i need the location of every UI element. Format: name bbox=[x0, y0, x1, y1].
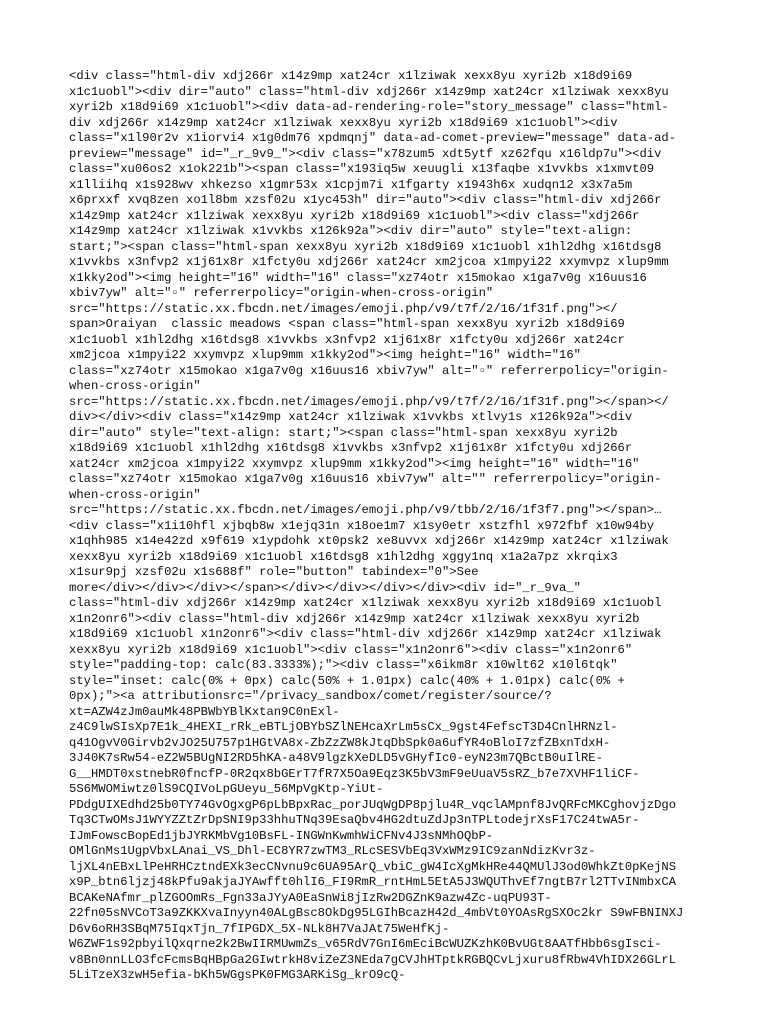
code-line: x1sur9pj xzsf02u x1s688f" role="button" tabindex="0">See bbox=[69, 565, 479, 579]
code-line: class="x1l90r2v x1iorvi4 x1g0dm76 xpdmqnj" data-ad-comet-preview="message" data-ad- bbox=[69, 131, 677, 145]
code-line: style="padding-top: calc(83.3333%);"><div class="x6ikm8r x10wlt62 x10l6tqk" bbox=[69, 658, 618, 672]
code-line: IJmFowscBopEd1jbJYRKMbVg10BsFL-INGWnKwmhWiCFNv4J3sNMhOQbP- bbox=[69, 828, 494, 843]
code-line: class="xu06os2 x1ok221b"><span class="x193iq5w xeuugli x13faqbe x1vvkbs x1xmvt09 bbox=[69, 162, 655, 176]
code-line: src="https://static.xx.fbcdn.net/images/emoji.php/v9/t7f/2/16/1f31f.png"></span></ bbox=[69, 394, 669, 409]
code-line: G__HMDT0xstnebR0fncfP-0R2qx8bGErT7fR7X5Oa9Eqz3K5bV3mF9eUuaV5sRZ_b7e7XVHF1liCF- bbox=[69, 766, 640, 781]
code-line: <div class="html-div xdj266r x14z9mp xat24cr x1lziwak xexx8yu xyri2b x18d9i69 bbox=[69, 69, 633, 83]
code-line: more</div></div></div></span></div></div></div></div><div id="_r_9va_" bbox=[69, 580, 581, 595]
code-line: D6v6oRH3SBqM75IqxTjn_7fIPGDX_5X-NLk8H7VaJAt75WeHfKj- bbox=[69, 921, 450, 936]
code-line: x1c1uobl"><div dir="auto" class="html-div xdj266r x14z9mp xat24cr x1lziwak xexx8yu bbox=[69, 84, 669, 99]
code-line: x1c1uobl x1hl2dhg x16tdsg8 x1vvkbs x3nfvp2 x1j61x8r x1fcty0u xdj266r xat24cr bbox=[69, 332, 625, 347]
code-line: z4C9lwSIsXp7E1k_4HEXI_rRk_eBTLjOBYbSZlNEHcaXrLm5sCx_9gst4FefscT3D4CnlHRNzl- bbox=[69, 720, 618, 734]
code-line: OMlGnMs1UgpVbxLAnai_VS_Dhl-EC8YR7zwTM3_RLcSESVbEq3VxWMz9IC9zanNdizKvr3z- bbox=[69, 844, 596, 858]
code-line: 0px);"><a attributionsrc="/privacy_sandbox/comet/register/source/? bbox=[69, 689, 552, 703]
code-line: x9P_btn6ljzj48kPfu9akjaJYAwfft0hlI6_FI9RmR_rntHmL5EtA5J3WQUThvEf7ngtB7rl2TTvINmbxCA bbox=[69, 875, 677, 889]
code-line: class="xz74otr x15mokao x1ga7v0g x16uus16 xbiv7yw" alt="▫" referrerpolicy="origin- bbox=[69, 363, 669, 378]
code-line: Tq3CTwOMsJ1WYYZZtZrDpSNI9p33hhuTNq39EsaQbv4HG2dtuZdJp3nTPLtodejrXsF17C24twA5r- bbox=[69, 813, 640, 827]
code-line: x14z9mp xat24cr x1lziwak xexx8yu xyri2b x18d9i69 x1c1uobl"><div class="xdj266r bbox=[69, 208, 640, 223]
code-line: x14z9mp xat24cr x1lziwak x1vvkbs x126k92a"><div dir="auto" style="text-align: bbox=[69, 224, 633, 238]
code-line: preview="message" id="_r_9v9_"><div class="x78zum5 xdt5ytf xz62fqu x16ldp7u"><div bbox=[69, 146, 662, 161]
code-line: src="https://static.xx.fbcdn.net/images/emoji.php/v9/t7f/2/16/1f31f.png"></ bbox=[69, 301, 618, 316]
code-line: x1vvkbs x3nfvp2 x1j61x8r x1fcty0u xdj266r xat24cr xm2jcoa x1mpyi22 xxymvpz xlup9mm bbox=[69, 255, 669, 269]
code-line: x18d9i69 x1c1uobl x1n2onr6"><div class="html-div xdj266r x14z9mp xat24cr x1lziwak bbox=[69, 627, 662, 641]
code-line: xexx8yu xyri2b x18d9i69 x1c1uobl x16tdsg8 x1hl2dhg xggy1nq x1a2a7pz xkrqix3 bbox=[69, 549, 618, 564]
code-line: class="xz74otr x15mokao x1ga7v0g x16uus16 xbiv7yw" alt="" referrerpolicy="origin- bbox=[69, 472, 662, 486]
code-line: xexx8yu xyri2b x18d9i69 x1c1uobl"><div class="x1n2onr6"><div class="x1n2onr6" bbox=[69, 642, 633, 657]
html-source-text bbox=[69, 69, 709, 984]
code-line: xbiv7yw" alt="▫" referrerpolicy="origin-when-cross-origin" bbox=[69, 286, 494, 300]
code-line: PDdgUIXEdhd25b0TY74GvOgxgP6pLbBpxRac_porJUqWgDP8pjlu4R_vqclAMpnf8JvQRFcMKCghovjzDgo bbox=[69, 797, 677, 812]
code-line: start;"><span class="html-span xexx8yu xyri2b x18d9i69 x1c1uobl x1hl2dhg x16tdsg8 bbox=[69, 239, 662, 254]
code-line: src="https://static.xx.fbcdn.net/images/emoji.php/v9/tbb/2/16/1f3f7.png"></span>… bbox=[69, 503, 662, 517]
code-line: when-cross-origin" bbox=[69, 487, 201, 502]
code-line: ljXL4nEBxLlPeHRHCztndEXk3ecCNvnu9c6UA95ArQ_vbiC_gW4IcXgMkHRe44QMUlJ3od0WhkZt0pKejNS bbox=[69, 859, 677, 874]
code-line: x1kky2od"><img height="16" width="16" class="xz74otr x15mokao x1ga7v0g x16uus16 bbox=[69, 270, 647, 285]
code-line: W6ZWF1s92pbyilQxqrne2k2BwIIRMUwmZs_v65RdV7GnI6mEciBcWUZKzhK0BvUGt8AATfHbb6sgIsci- bbox=[69, 937, 662, 951]
code-line: 5S6MWOMiwtz0lS9CQIVoLpGUeyu_56MpVgKtp-YiUt- bbox=[69, 782, 384, 796]
code-line: xyri2b x18d9i69 x1c1uobl"><div data-ad-rendering-role="story_message" class="html- bbox=[69, 100, 669, 114]
code-line: when-cross-origin" bbox=[69, 379, 201, 393]
code-line: dir="auto" style="text-align: start;"><span class="html-span xexx8yu xyri2b bbox=[69, 425, 618, 440]
code-line: class="html-div xdj266r x14z9mp xat24cr x1lziwak xexx8yu xyri2b x18d9i69 x1c1uobl bbox=[69, 596, 662, 610]
code-line: 3J40K7sRw54-eZ2W5BUgNI2RD5hKA-a48V9lgzkXeDLD5vGHyfIc0-eyN23m7QBctB0uIlRE- bbox=[69, 751, 603, 765]
code-line: q41OgvV0Girvb2vJO25U757p1HGtVA8x-ZbZzZW8kJtqDbSpk0a6ufYR4oBloI7zfZBxnTdxH- bbox=[69, 735, 611, 750]
code-line: v8Bn0nnLLO3fcFcmsBqHBpGa2GIwtrkH8viZeZ3NEda7gCVJhHTptkRGBQCvLjxuru8fRbw4VhIDX26GLrL bbox=[69, 952, 677, 967]
code-line: x1lliihq x1s928wv xhkezso x1gmr53x x1cpjm7i x1fgarty x1943h6x xudqn12 x3x7a5m bbox=[69, 177, 633, 192]
code-line: BCAKeNAfmr_plZGOOmRs_Fgn33aJYyA0EaSnWi8jIzRw2DGZnK9azw4Zc-uqPU93T- bbox=[69, 890, 552, 905]
code-line: x1qhh985 x14e42zd x9f619 x1ypdohk xt0psk2 xe8uvvx xdj266r x14z9mp xat24cr x1lziwak bbox=[69, 534, 669, 548]
code-line: div></div><div class="x14z9mp xat24cr x1lziwak x1vvkbs xtlvy1s x126k92a"><div bbox=[69, 410, 633, 424]
code-line: span>Oraiyan classic meadows <span class="html-span xexx8yu xyri2b x18d9i69 bbox=[69, 317, 625, 331]
code-line: x1n2onr6"><div class="html-div xdj266r x14z9mp xat24cr x1lziwak xexx8yu xyri2b bbox=[69, 611, 640, 626]
code-line: <div class="x1i10hfl xjbqb8w x1ejq31n x18oe1m7 x1sy0etr xstzfhl x972fbf x10w94by bbox=[69, 518, 655, 533]
code-line: style="inset: calc(0% + 0px) calc(50% + 1.01px) calc(40% + 1.01px) calc(0% + bbox=[69, 673, 625, 688]
code-line: x18d9i69 x1c1uobl x1hl2dhg x16tdsg8 x1vvkbs x3nfvp2 x1j61x8r x1fcty0u xdj266r bbox=[69, 441, 633, 455]
code-line: div xdj266r x14z9mp xat24cr x1lziwak xexx8yu xyri2b x18d9i69 x1c1uobl"><div bbox=[69, 115, 618, 130]
code-line: xt=AZW4zJm0auMk48PBWbYBlKxtan9C0nExl- bbox=[69, 704, 340, 719]
code-line: x6prxxf xvq8zen xo1l8bm xzsf02u x1yc453h" dir="auto"><div class="html-div xdj266r bbox=[69, 193, 662, 207]
code-line: 5LiTzeX3zwH5efia-bKh5WGgsPK0FMG3ARKiSg_krO9cQ- bbox=[69, 968, 406, 982]
code-line: xat24cr xm2jcoa x1mpyi22 xxymvpz xlup9mm x1kky2od"><img height="16" width="16" bbox=[69, 456, 640, 471]
code-line: xm2jcoa x1mpyi22 xxymvpz xlup9mm x1kky2od"><img height="16" width="16" bbox=[69, 348, 581, 362]
code-line: 22fn05sNVCoT3a9ZKKXvaInyyn40ALgBsc8OkDg95LGIhBcazH42d_4mbVt0YOAsRgSXOc2kr S9wFBNINXJ bbox=[69, 906, 684, 920]
